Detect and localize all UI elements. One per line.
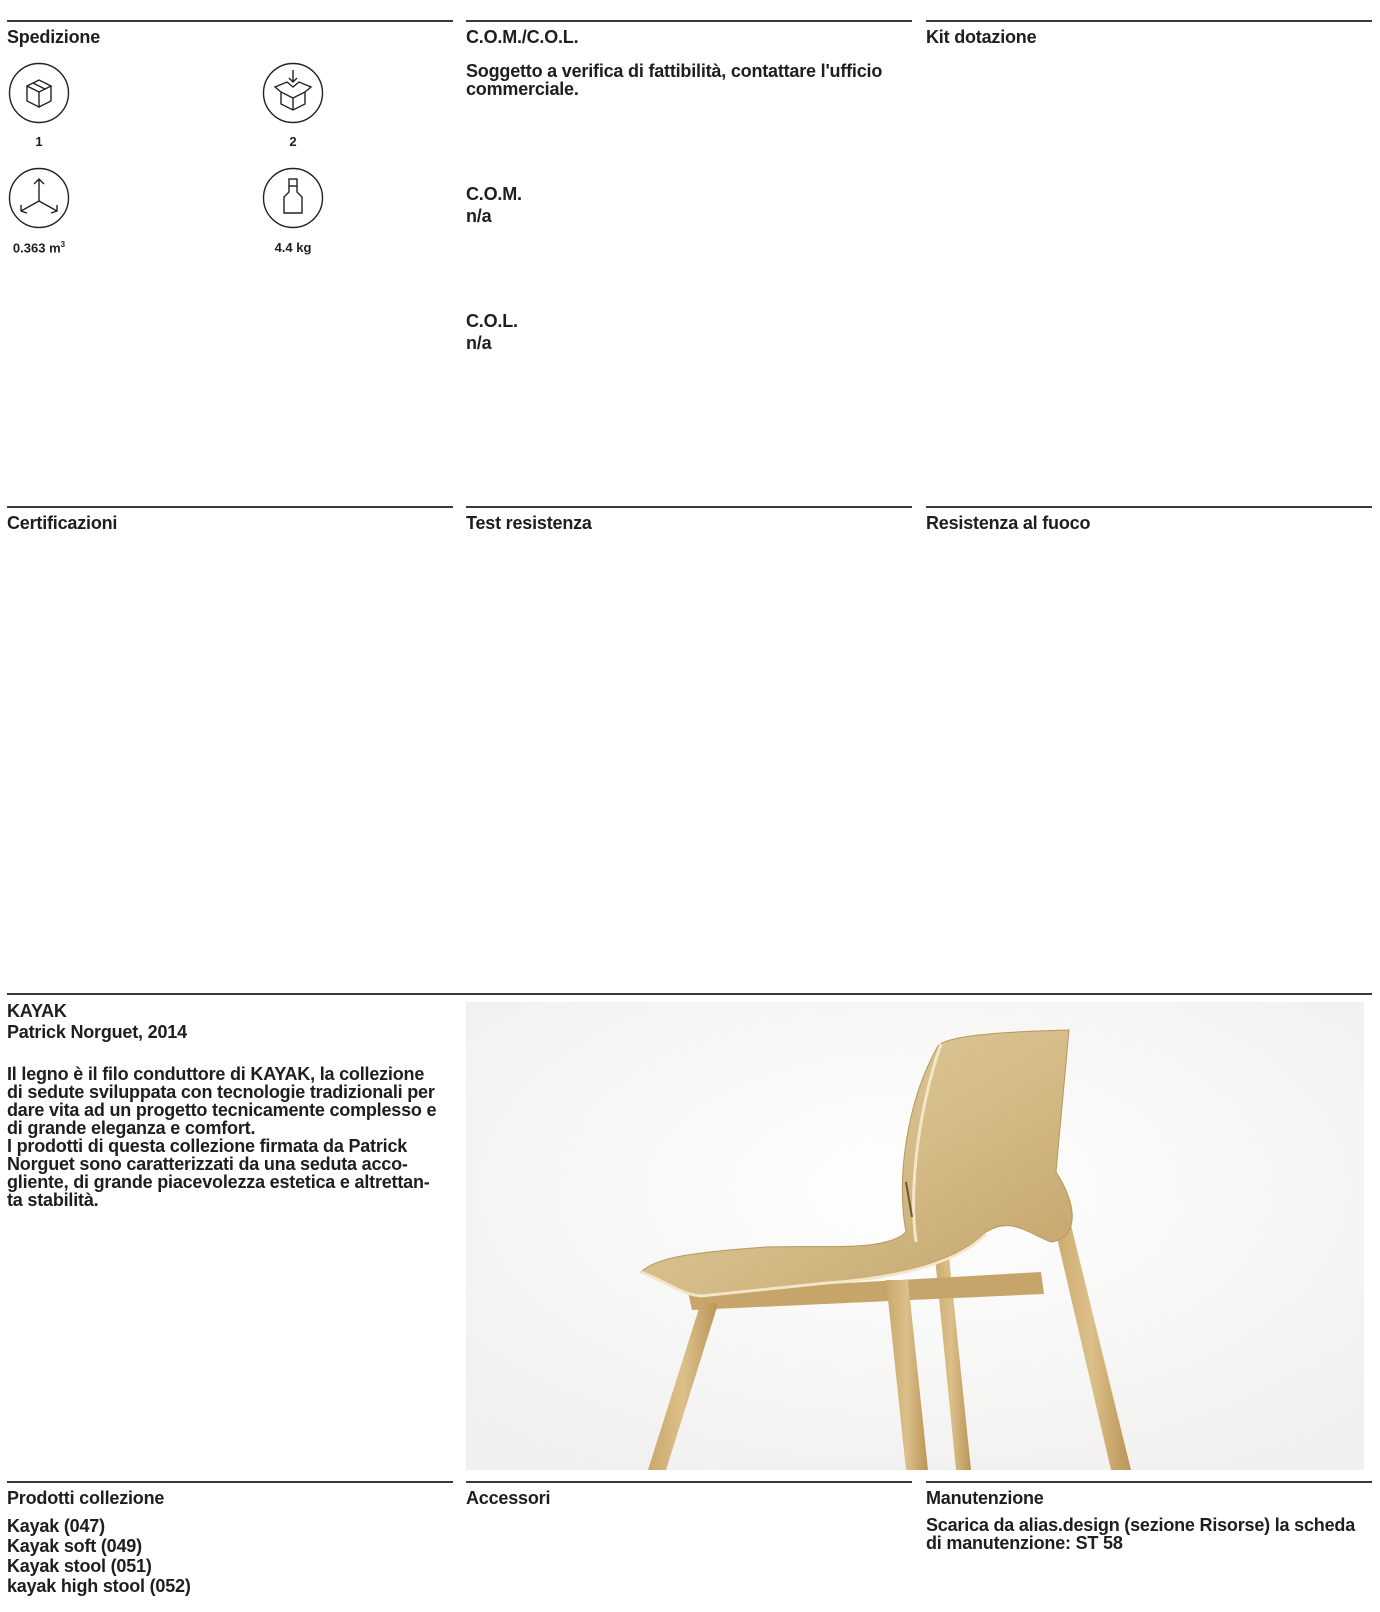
volume-value: 0.363 $m^3$	[12, 240, 66, 256]
collection-name: KAYAK	[7, 1001, 67, 1021]
resistance-test-title: Test resistenza	[466, 513, 592, 533]
list-item[interactable]: Kayak (047)	[7, 1516, 105, 1536]
com-value: n/a	[466, 206, 492, 226]
col-label: C.O.L.	[466, 311, 518, 331]
section-divider	[926, 506, 1372, 508]
maintenance-title: Manutenzione	[926, 1488, 1044, 1508]
section-divider	[466, 1481, 912, 1483]
com-col-title: C.O.M./C.O.L.	[466, 27, 579, 47]
open-box-icon	[262, 62, 324, 124]
kit-title: Kit dotazione	[926, 27, 1037, 47]
accessories-title: Accessori	[466, 1488, 551, 1508]
volume-arrows-icon	[8, 167, 70, 229]
products-list	[7, 1516, 191, 1596]
list-item[interactable]: Kayak soft (049)	[7, 1536, 142, 1556]
collection-designer: Patrick Norguet, 2014	[7, 1022, 187, 1042]
box-icon	[8, 62, 70, 124]
collection-description: Il legno è il filo conduttore di KAYAK, la collezione di sedute sviluppata con tecnologie tradizionali per dare vita ad un progetto tecnicamente complesso e di grande eleganza e comfort. I prodotti di questa collezione firmata da Patrick Norguet sono caratterizzati da una seduta acco- gliente, di grande piacevolezza estetica e altrettan- ta stabilità.	[7, 1064, 437, 1210]
fire-resistance-title: Resistenza al fuoco	[926, 513, 1091, 533]
box-count: 2	[289, 134, 297, 149]
section-divider	[466, 506, 912, 508]
list-item[interactable]: kayak high stool (052)	[7, 1576, 191, 1596]
section-divider	[466, 20, 912, 22]
section-divider	[7, 993, 1372, 995]
certifications-title: Certificazioni	[7, 513, 118, 533]
com-col-note: Soggetto a verifica di fattibilità, contattare l'ufficio commerciale.	[466, 61, 883, 99]
shipping-title: Spedizione	[7, 27, 101, 47]
col-value: n/a	[466, 333, 492, 353]
com-label: C.O.M.	[466, 184, 522, 204]
package-count: 1	[35, 134, 43, 149]
weight-value: 4.4 kg	[274, 240, 312, 255]
list-item[interactable]: Kayak stool (051)	[7, 1556, 152, 1576]
section-divider	[926, 1481, 1372, 1483]
product-photo	[466, 1002, 1364, 1470]
section-divider	[7, 1481, 453, 1483]
section-divider	[926, 20, 1372, 22]
section-divider	[7, 20, 453, 22]
maintenance-text: Scarica da alias.design (sezione Risorse) la scheda di manutenzione: ST 58	[926, 1515, 1355, 1553]
section-divider	[7, 506, 453, 508]
weight-icon	[262, 167, 324, 229]
products-title: Prodotti collezione	[7, 1488, 165, 1508]
